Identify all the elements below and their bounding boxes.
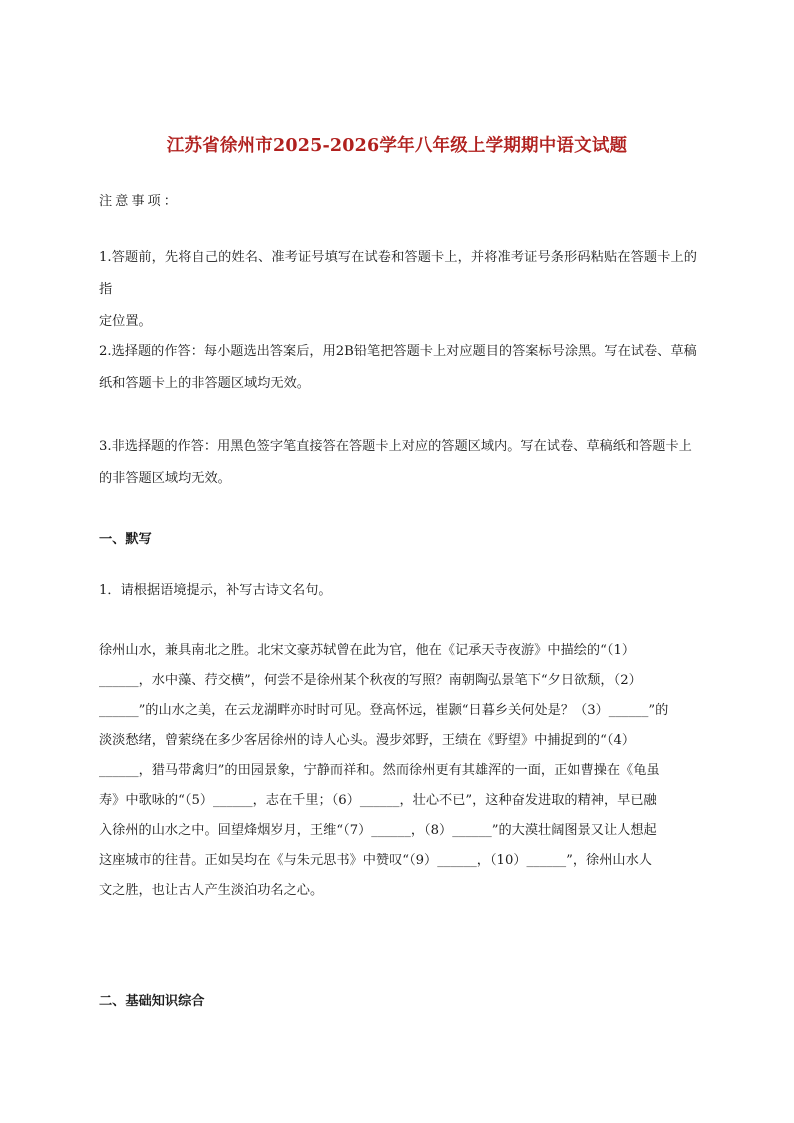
passage-line: 寿》中歌咏的“（5）______，志在千里；（6）______，壮心不已”，这种奋发进取的精神，早已融 [99,793,657,808]
notice-1-line-2: 定位置。 [99,314,152,329]
question-1-passage [99,636,697,906]
notice-3-line-1: 3.非选择题的作答：用黑色签字笔直接答在答题卡上对应的答题区域内。写在试卷、草稿纸和答题卡上 [99,439,692,454]
passage-line: 这座城市的往昔。正如吴均在《与朱元思书》中赞叹“（9）______，（10）______”，徐州山水人 [99,853,652,868]
notice-2-line-1: 2.选择题的作答：每小题选出答案后，用2B铅笔把答题卡上对应题目的答案标号涂黑。写在试卷、草稿 [99,344,697,359]
notice-item-1 [99,242,697,338]
passage-line: 淡淡愁绪，曾萦绕在多少客居徐州的诗人心头。漫步郊野，王绩在《野望》中捕捉到的“（4） [99,733,636,748]
section-2-heading: 二、基础知识综合 [99,994,205,1009]
passage-line: 徐州山水，兼具南北之胜。北宋文豪苏轼曾在此为官，他在《记承天寺夜游》中描绘的“（1） [99,643,636,658]
notice-3-line-2: 的非答题区域均无效。 [99,471,231,486]
passage-line: 入徐州的山水之中。回望烽烟岁月，王维“（7）______，（8）______”的大漠壮阔图景又让人想起 [99,823,657,838]
notice-2-line-2: 纸和答题卡上的非答题区域均无效。 [99,376,310,391]
question-1-prompt: 1．请根据语境提示，补写古诗文名句。 [99,583,332,598]
passage-line: ______，水中藻、荇交横”，何尝不是徐州某个秋夜的写照？南朝陶弘景笔下“夕日欲颓，（2） [99,673,642,688]
passage-line: ______，猎马带禽归”的田园景象，宁静而祥和。然而徐州更有其雄浑的一面，正如曹操在《龟虽 [99,763,660,778]
passage-line: 文之胜，也让古人产生淡泊功名之心。 [99,883,324,898]
notice-item-2 [99,336,697,400]
notice-1-line-1: 1.答题前，先将自己的姓名、准考证号填写在试卷和答题卡上，并将准考证号条形码粘贴在答题卡上的指 [99,250,697,297]
notice-label: 注意事项： [99,194,180,209]
document-title: 江苏省徐州市2025-2026学年八年级上学期期中语文试题 [166,136,628,156]
passage-line: ______”的山水之美，在云龙湖畔亦时时可见。登高怀远，崔颢“日暮乡关何处是？（3）______”的 [99,703,669,718]
section-1-heading: 一、默写 [99,532,152,547]
notice-item-3 [99,431,697,495]
